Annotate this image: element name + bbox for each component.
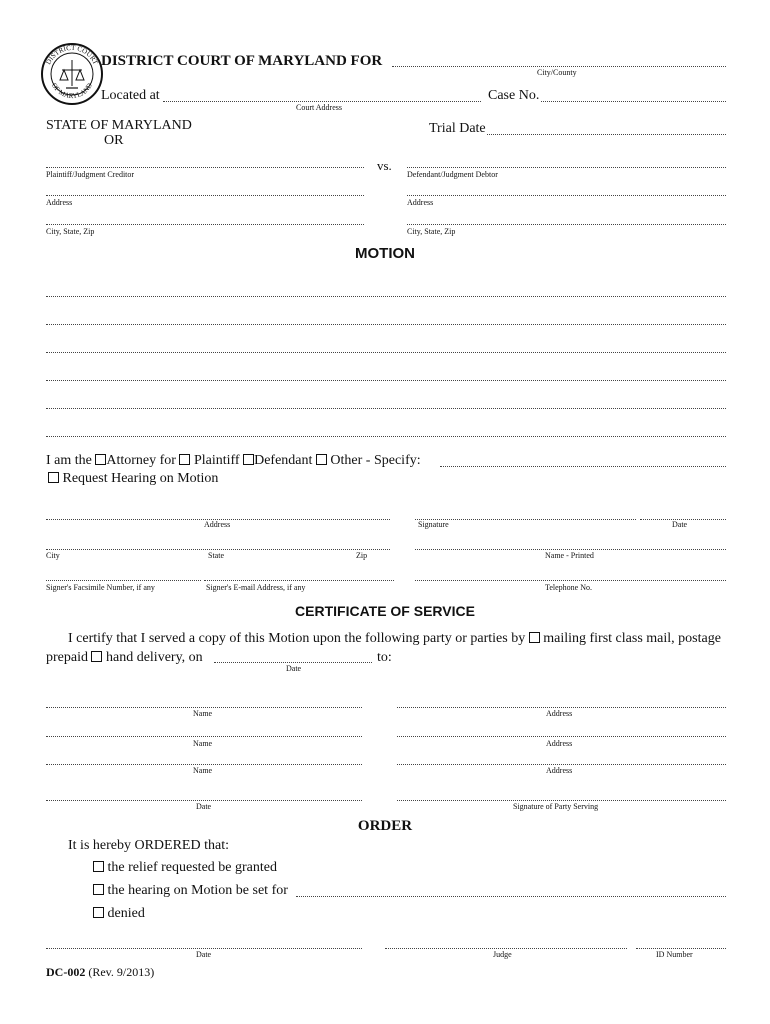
order-title: ORDER [357,818,413,834]
court-seal-icon [40,42,104,106]
seal-text-top: DISTRICT COURT [44,43,100,66]
order-denied-row [93,906,145,922]
request-hearing-checkbox[interactable] [48,472,59,483]
order-intro: It is hereby ORDERED that: [68,838,229,853]
hearing-label: the hearing on Motion be set for [107,883,288,898]
service-date-field[interactable] [214,650,372,663]
order-date-caption: Date [196,950,212,959]
signer-city-field[interactable] [46,537,390,550]
court-address-field[interactable] [163,89,481,102]
city-county-caption: City/County [537,68,577,77]
located-at-label: Located at [101,88,160,103]
case-no-field[interactable] [541,89,726,102]
order-hearing-row [93,883,288,899]
attorney-for-label: Attorney for [106,453,176,468]
hand-delivery-checkbox[interactable] [91,651,102,662]
court-seal [40,42,104,106]
form-number: DC-002 [46,965,86,979]
served-name-1[interactable] [46,695,362,708]
plaintiff-label: Plaintiff [193,453,240,468]
form-footer [46,965,154,980]
mailing-label: mailing first class mail, postage [543,631,721,646]
serving-date-field[interactable] [46,788,362,801]
served-name-1-caption: Name [193,709,213,718]
served-address-1-caption: Address [546,709,573,718]
signature-field[interactable] [415,507,636,520]
defendant-address-field[interactable] [407,183,726,196]
signature-date-caption: Date [672,520,688,529]
defendant-address-caption: Address [407,198,434,207]
email-field[interactable] [204,568,394,581]
served-name-3-caption: Name [193,766,213,775]
signer-state-caption: State [208,551,224,560]
served-name-2-caption: Name [193,739,213,748]
signature-caption: Signature [418,520,449,529]
city-county-field[interactable] [392,54,726,67]
served-address-3-caption: Address [546,766,573,775]
motion-line-2[interactable] [46,312,726,325]
motion-line-5[interactable] [46,396,726,409]
motion-line-6[interactable] [46,424,726,437]
granted-label: the relief requested be granted [107,860,277,875]
plaintiff-name-field[interactable] [46,155,364,168]
plaintiff-address-field[interactable] [46,183,364,196]
serving-date-caption: Date [196,802,212,811]
facsimile-field[interactable] [46,568,201,581]
or-label: OR [104,133,124,148]
id-number-field[interactable] [636,936,726,949]
defendant-caption: Defendant/Judgment Debtor [407,170,498,179]
motion-line-3[interactable] [46,340,726,353]
certify-line-2 [46,650,203,666]
vs-label: vs. [377,158,392,173]
other-checkbox[interactable] [316,454,327,465]
hearing-date-field[interactable] [296,884,726,897]
served-name-3[interactable] [46,752,362,765]
plaintiff-address-caption: Address [46,198,73,207]
serving-signature-field[interactable] [397,788,726,801]
served-address-2[interactable] [397,724,726,737]
request-hearing-row [48,471,218,487]
served-address-2-caption: Address [546,739,573,748]
other-specify-field[interactable] [440,454,726,467]
trial-date-field[interactable] [487,122,726,135]
role-prefix: I am the [46,453,92,468]
state-of-maryland: STATE OF MARYLAND [46,118,192,133]
attorney-for-checkbox[interactable] [95,454,106,465]
defendant-city-field[interactable] [407,212,726,225]
hearing-checkbox[interactable] [93,884,104,895]
plaintiff-city-caption: City, State, Zip [46,227,95,236]
service-date-caption: Date [286,664,302,673]
facsimile-caption: Signer's Facsimile Number, if any [46,583,155,592]
defendant-label: Defendant [254,453,313,468]
court-title: DISTRICT COURT OF MARYLAND FOR [101,53,383,69]
signer-address-field[interactable] [46,507,390,520]
seal-text-bottom: OF MARYLAND [49,81,95,101]
request-hearing-label: Request Hearing on Motion [62,471,219,486]
signer-zip-caption: Zip [356,551,368,560]
telephone-field[interactable] [415,568,726,581]
served-name-2[interactable] [46,724,362,737]
served-address-3[interactable] [397,752,726,765]
telephone-caption: Telephone No. [545,583,592,592]
plaintiff-caption: Plaintiff/Judgment Creditor [46,170,135,179]
motion-line-1[interactable] [46,284,726,297]
signer-address-caption: Address [204,520,231,529]
defendant-checkbox[interactable] [243,454,254,465]
court-address-caption: Court Address [296,103,342,112]
prepaid-label: prepaid [46,650,88,665]
judge-field[interactable] [385,936,627,949]
serving-signature-caption: Signature of Party Serving [513,802,599,811]
form-revision: (Rev. 9/2013) [88,965,155,979]
to-label: to: [377,650,392,665]
hand-delivery-label: hand delivery, on [105,650,203,665]
motion-title: MOTION [355,245,415,262]
name-printed-caption: Name - Printed [545,551,594,560]
order-date-field[interactable] [46,936,362,949]
served-address-1[interactable] [397,695,726,708]
signature-date-field[interactable] [640,507,726,520]
id-number-caption: ID Number [656,950,693,959]
mailing-checkbox[interactable] [529,632,540,643]
defendant-city-caption: City, State, Zip [407,227,456,236]
motion-line-4[interactable] [46,368,726,381]
denied-checkbox[interactable] [93,907,104,918]
defendant-name-field[interactable] [407,155,726,168]
signer-city-caption: City [46,551,60,560]
certificate-title: CERTIFICATE OF SERVICE [295,603,475,619]
case-no-label: Case No. [488,88,540,103]
name-printed-field[interactable] [415,537,726,550]
judge-caption: Judge [493,950,512,959]
granted-checkbox[interactable] [93,861,104,872]
role-row [46,453,421,469]
plaintiff-city-field[interactable] [46,212,364,225]
order-granted-row [93,860,277,876]
other-label: Other - Specify: [330,453,421,468]
certify-line-1 [68,631,721,647]
email-caption: Signer's E-mail Address, if any [206,583,306,592]
denied-label: denied [107,906,145,921]
plaintiff-checkbox[interactable] [179,454,190,465]
trial-date-label: Trial Date [429,121,486,136]
certify-text: I certify that I served a copy of this Motion upon the following party or parties by [68,631,526,646]
